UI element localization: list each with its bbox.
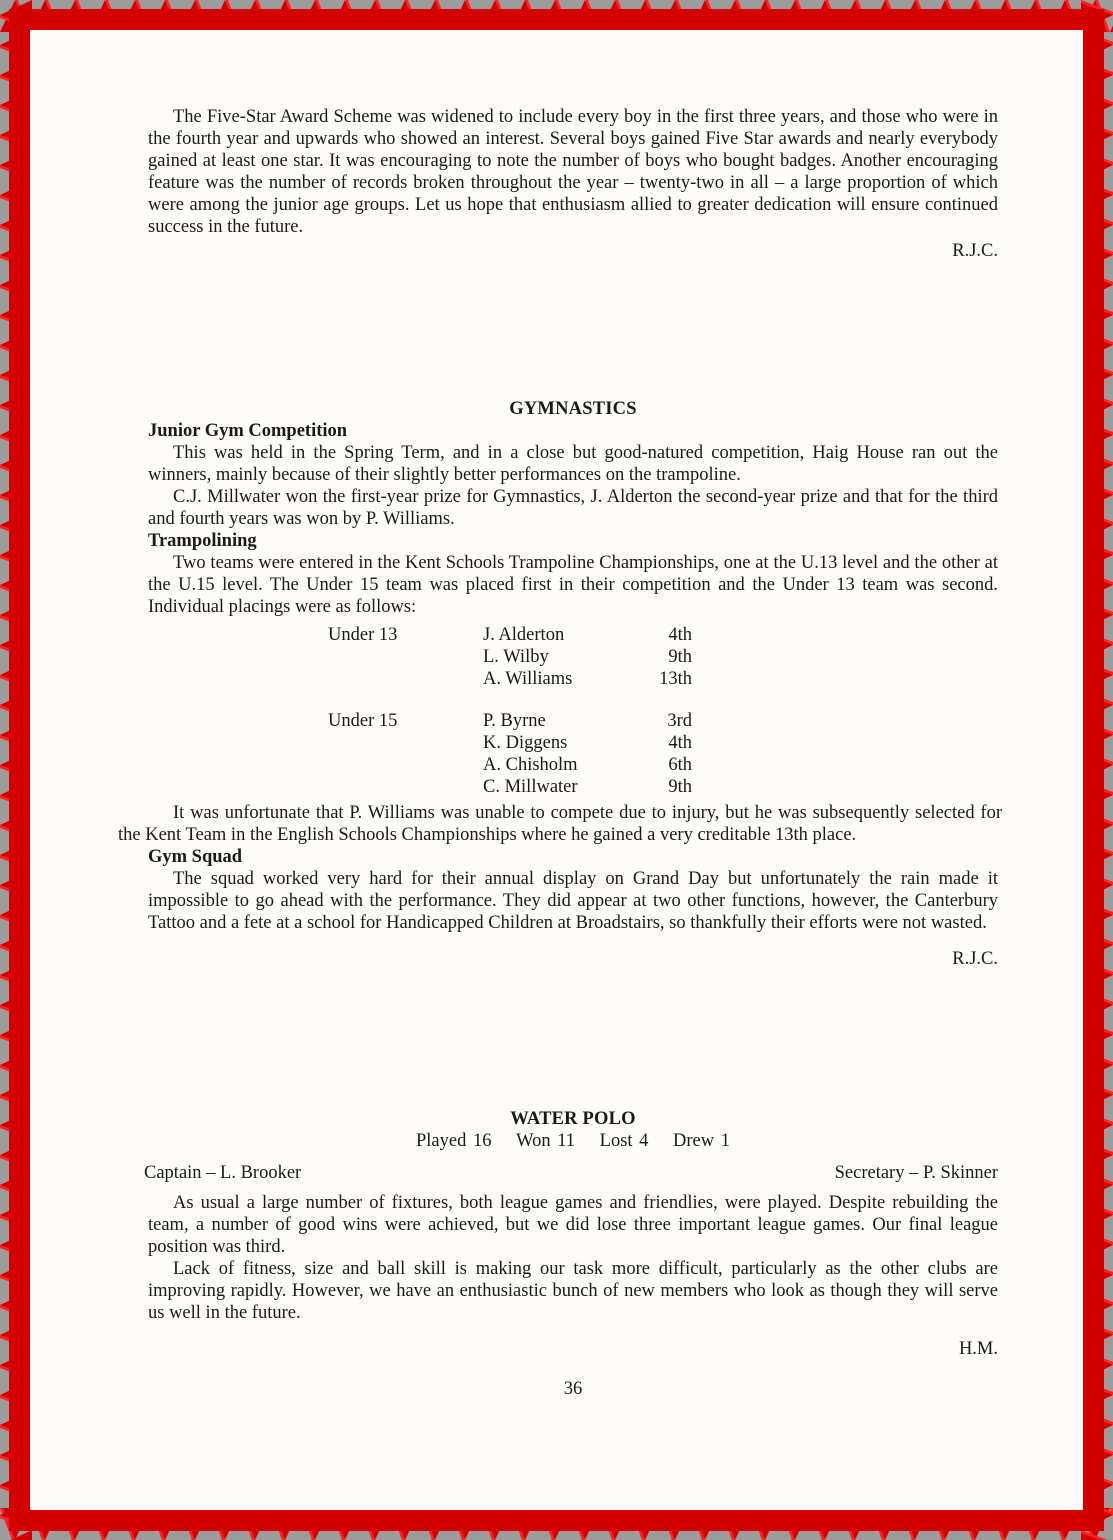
page-number: 36: [563, 1379, 583, 1399]
junior-gym-heading: Junior Gym Competition: [148, 421, 348, 441]
water-polo-title: WATER POLO: [510, 1109, 636, 1129]
water-polo-record: [148, 1130, 998, 1152]
gym-squad-heading: Gym Squad: [148, 847, 243, 867]
placing-position: 4th: [668, 625, 692, 645]
placing-name: A. Chisholm: [483, 755, 578, 775]
placing-row: [148, 624, 998, 646]
placing-name: J. Alderton: [483, 625, 565, 645]
lost-stat: Lost 4: [599, 1131, 649, 1151]
water-polo-signature: H.M.: [958, 1339, 998, 1359]
trampolining-injury-paragraph: It was unfortunate that P. Williams was unable to compete due to injury, but he was subsequently selected for the Kent Team in the English Schools Championships where he gained a very creditable 13th place.: [118, 803, 1002, 845]
placing-name: P. Byrne: [483, 711, 546, 731]
placing-position: 4th: [668, 733, 692, 753]
placing-position: 3rd: [667, 711, 692, 731]
placing-row: [148, 646, 998, 668]
spacer: [148, 262, 998, 398]
secretary-label: Secretary – P. Skinner: [834, 1163, 998, 1183]
won-stat: Won 11: [516, 1131, 576, 1151]
spacer: [148, 970, 998, 1108]
placing-name: A. Williams: [483, 669, 573, 689]
trampolining-placings-table: [148, 624, 998, 798]
spacer: [148, 690, 998, 710]
captain-label: Captain – L. Brooker: [144, 1163, 302, 1183]
placing-row: [148, 732, 998, 754]
placing-position: 9th: [668, 647, 692, 667]
water-polo-paragraph-2: Lack of fitness, size and ball skill is making our task more difficult, particularly as the other clubs are improving rapidly. However, we have an enthusiastic bunch of new members who look as though they will serve us well in the future.: [148, 1259, 998, 1323]
gym-squad-paragraph: The squad worked very hard for their annual display on Grand Day but unfortunately the rain made it impossible to go ahead with the performance. They did appear at two other functions, however, the Canterbury Tattoo and a fete at a school for Handicapped Children at Broadstairs, so thankfully their efforts were not wasted.: [148, 869, 998, 933]
trampolining-intro: Two teams were entered in the Kent Schools Trampoline Championships, one at the U.13 level and the other at the U.15 level. The Under 15 team was placed first in their competition and the Under 13 team was second. Individual placings were as follows:: [148, 553, 998, 617]
gymnastics-title: GYMNASTICS: [509, 399, 637, 419]
junior-gym-paragraph-1: This was held in the Spring Term, and in a close but good-natured competition, Haig House ran out the winners, mainly because of their slightly better performances on the trampoline.: [148, 443, 998, 485]
placing-name: K. Diggens: [483, 733, 568, 753]
athletics-signature: R.J.C.: [952, 241, 998, 261]
placing-position: 9th: [668, 777, 692, 797]
placing-position: 13th: [659, 669, 692, 689]
placing-row: [148, 776, 998, 798]
placing-row: [148, 710, 998, 732]
placing-row: [148, 754, 998, 776]
placing-group: Under 15: [328, 711, 398, 731]
water-polo-officials: [144, 1162, 998, 1184]
gymnastics-signature: R.J.C.: [952, 949, 998, 969]
placing-name: C. Millwater: [483, 777, 578, 797]
placing-group: Under 13: [328, 625, 398, 645]
page-content: [118, 106, 1002, 1419]
junior-gym-paragraph-2: C.J. Millwater won the first-year prize for Gymnastics, J. Alderton the second-year prize and that for the third and fourth years was won by P. Williams.: [148, 487, 998, 529]
water-polo-paragraph-1: As usual a large number of fixtures, both league games and friendlies, were played. Despite rebuilding the team, a number of good wins were achieved, but we did lose three important league games. Our final league position was third.: [148, 1193, 998, 1257]
placing-position: 6th: [668, 755, 692, 775]
placing-name: L. Wilby: [483, 647, 549, 667]
drew-stat: Drew 1: [673, 1131, 730, 1151]
played-stat: Played 16: [415, 1131, 492, 1151]
trampolining-heading: Trampolining: [148, 531, 257, 551]
document-page: [30, 30, 1083, 1510]
five-star-award-paragraph: The Five-Star Award Scheme was widened to include every boy in the first three years, and those who were in the fourth year and upwards who showed an interest. Several boys gained Five Star awards and nearly everybody gained at least one star. It was encouraging to note the number of boys who bought badges. Another encouraging feature was the number of records broken throughout the year – twenty-two in all – a large proportion of which were among the junior age groups. Let us hope that enthusiasm allied to greater dedication will ensure continued success in the future.: [148, 107, 998, 237]
placing-row: [148, 668, 998, 690]
